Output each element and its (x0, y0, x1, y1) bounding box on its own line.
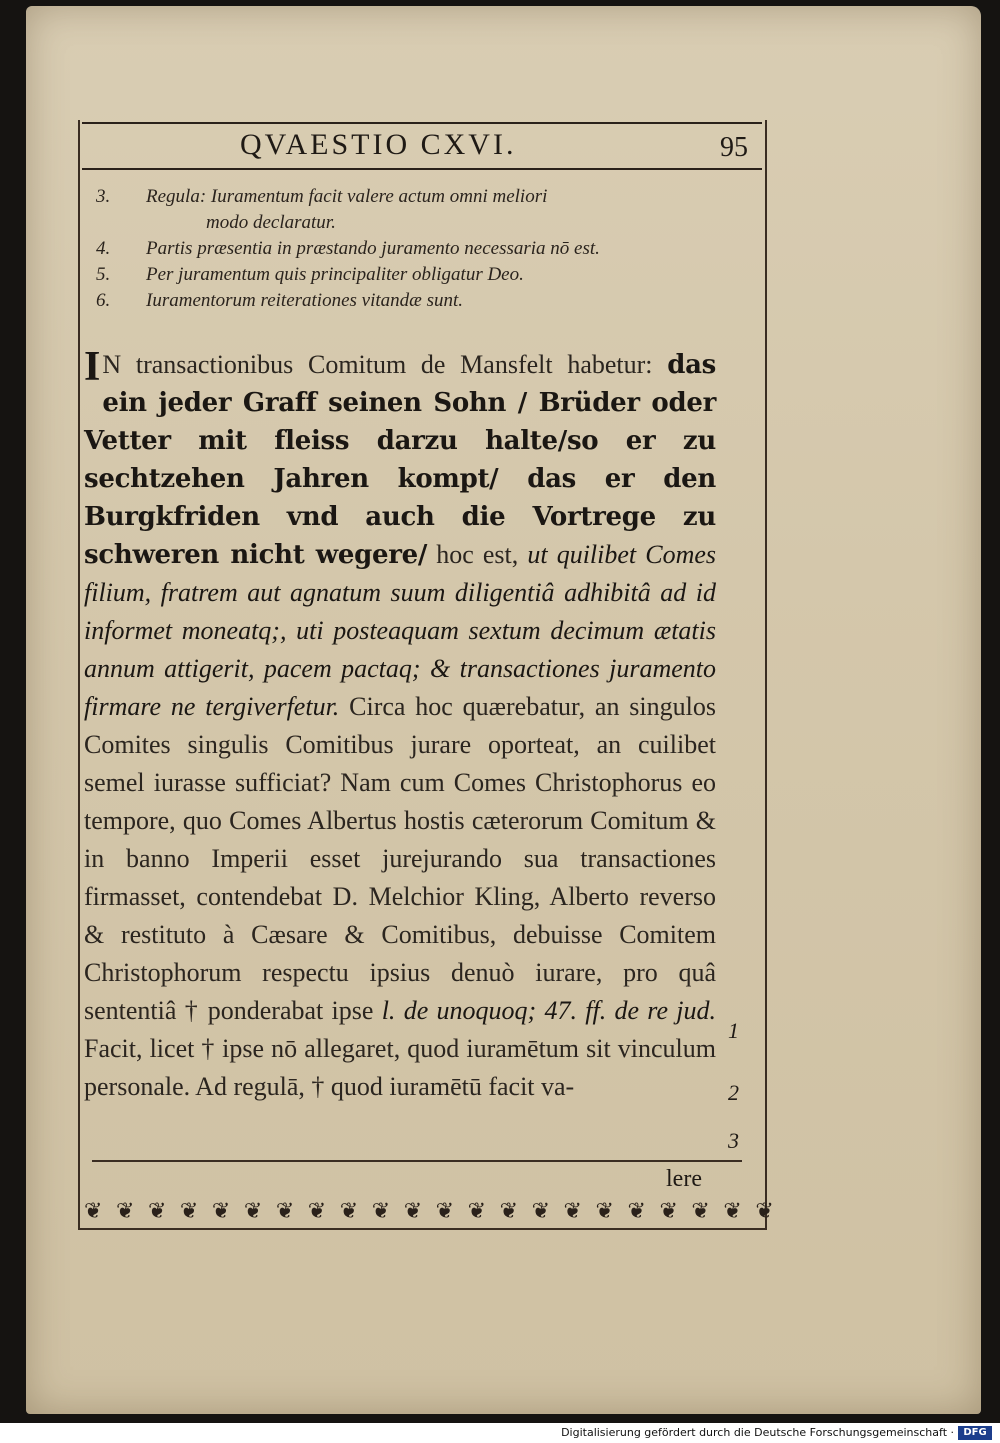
fleuron-icon: ❦ (691, 1198, 710, 1223)
fleuron-icon: ❦ (755, 1198, 774, 1223)
summary-number: 3. (96, 186, 111, 207)
margin-note: 3 (728, 1128, 739, 1153)
fleuron-icon: ❦ (467, 1198, 487, 1223)
summary-continuation: modo declaratur. (206, 212, 336, 233)
summary-text: Partis præsentia in præstando juramento necessaria nō est. (146, 238, 600, 259)
legal-citation: l. de unoquoq; 47. ff. de re jud. (381, 996, 716, 1025)
fleuron-icon: ❦ (403, 1198, 423, 1223)
page-number: 95 (720, 132, 748, 163)
fleuron-icon: ❦ (499, 1198, 519, 1223)
ornament-border (84, 1196, 774, 1226)
initial-letter: I (84, 344, 101, 390)
dfg-logo-icon: DFG (958, 1426, 992, 1440)
digitization-footer (0, 1423, 1000, 1443)
fleuron-icon: ❦ (531, 1198, 550, 1223)
summary-item (96, 288, 736, 314)
summary-item (96, 184, 736, 210)
fleuron-icon: ❦ (371, 1198, 391, 1223)
fleuron-icon: ❦ (595, 1198, 614, 1223)
bottom-rule (92, 1160, 742, 1162)
fleuron-icon: ❦ (723, 1198, 742, 1223)
fleuron-icon: ❦ (115, 1198, 135, 1223)
summary-number: 4. (96, 238, 111, 259)
latin-translation: ut quilibet Comes filium, fratrem aut agnatum suum diligentiâ adhibitâ ad id informet moneatq;, uti posteaquam sextum decimum ætatis annum attigerit, pacem pactaq; & transactiones juramento firmare ne tergiverfetur. (84, 540, 717, 721)
head-rule (82, 168, 762, 170)
paragraph-text-continued: Facit, licet † ipse nō allegaret, quod iuramētum sit vinculum personale. Ad regulā, † quod iuramētū facit va- (84, 1034, 716, 1101)
fleuron-icon: ❦ (307, 1198, 327, 1223)
summary-text: Regula: Iuramentum facit valere actum omni meliori (146, 186, 548, 207)
fleuron-icon: ❦ (659, 1198, 678, 1223)
german-quotation: das ein jeder Graff seinen Sohn / Brüder oder Vetter mit fleiss darzu halte/so er zu sechtzehen Jahren kompt/ das er den Burgkfriden vnd auch die Vortrege zu schweren nicht wegere/ (84, 350, 716, 570)
hoc-est: hoc est, (436, 540, 519, 569)
fleuron-icon: ❦ (147, 1198, 167, 1223)
fleuron-icon: ❦ (339, 1198, 359, 1223)
paragraph-intro: N transactionibus Comitum de Mansfelt habetur: (102, 350, 653, 379)
funding-credit: Digitalisierung gefördert durch die Deutsche Forschungsgemeinschaft · (561, 1426, 954, 1439)
summary-number: 6. (96, 290, 111, 311)
summary-item (96, 262, 736, 288)
summary-text: Iuramentorum reiterationes vitandæ sunt. (146, 290, 463, 311)
summary-list (96, 184, 736, 314)
fleuron-icon: ❦ (243, 1198, 263, 1223)
fleuron-icon: ❦ (211, 1198, 231, 1223)
summary-number: 5. (96, 264, 111, 285)
fleuron-icon: ❦ (563, 1198, 582, 1223)
margin-note: 2 (728, 1080, 739, 1105)
running-head: QVAESTIO CXVI. (240, 128, 517, 161)
summary-item (96, 236, 736, 262)
fleuron-icon: ❦ (84, 1198, 103, 1223)
fleuron-icon: ❦ (627, 1198, 646, 1223)
top-rule (82, 122, 762, 124)
catchword: lere (666, 1166, 702, 1192)
body-text (84, 346, 716, 1106)
fleuron-icon: ❦ (435, 1198, 455, 1223)
fleuron-icon: ❦ (179, 1198, 199, 1223)
summary-text: Per juramentum quis principaliter obligatur Deo. (146, 264, 524, 285)
paragraph-text: Circa hoc quærebatur, an singulos Comites singulis Comitibus jurare oporteat, an cuilibet semel iurasse sufficiat? Nam cum Comes Christophorus eo tempore, quo Comes Albertus hostis cæterorum Comitum & in banno Imperii esset jurejurando sua transactiones firmasset, contendebat D. Melchior Kling, Alberto reverso & restituto à Cæsare & Comitibus, debuisse Comitem Christophorum respectu ipsius denuò iurare, pro quâ sententiâ † ponderabat ipse (84, 692, 716, 1025)
margin-note: 1 (728, 1018, 739, 1043)
fleuron-icon: ❦ (275, 1198, 295, 1223)
